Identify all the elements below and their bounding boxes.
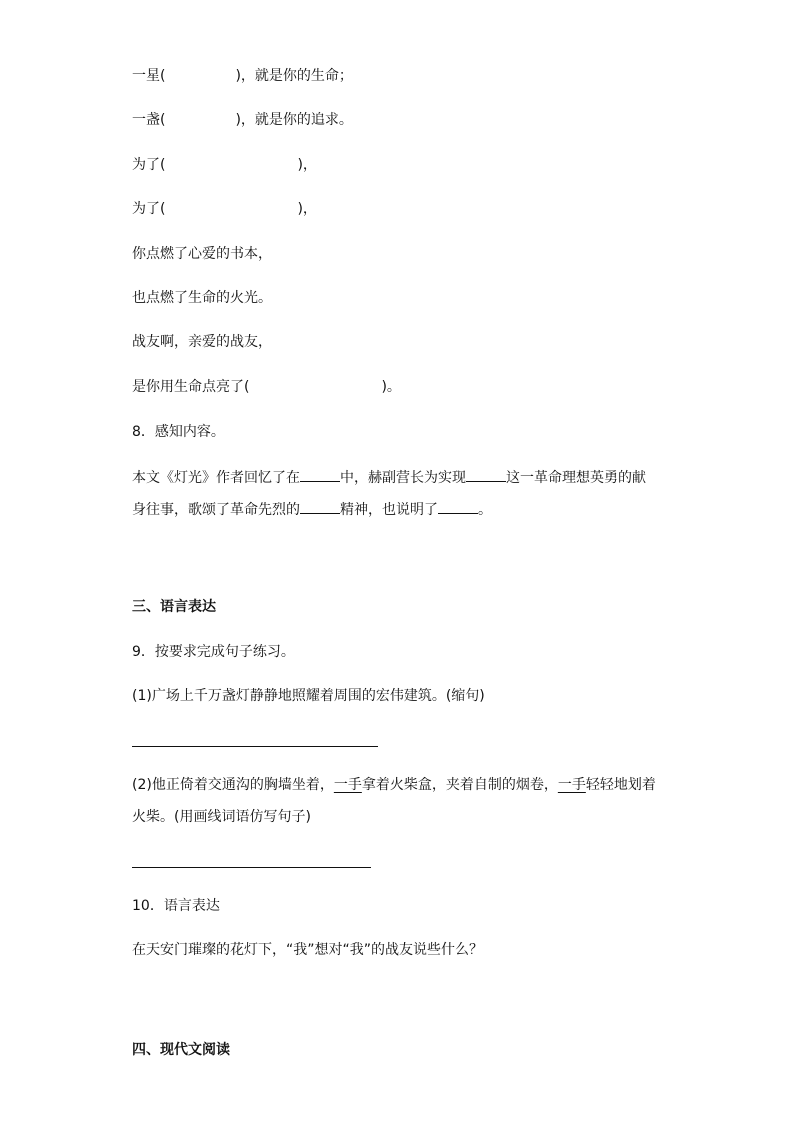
poem-line-1-end: )，就是你的生命；: [235, 68, 353, 84]
underlined-word: 一手: [557, 777, 586, 793]
poem-line-2: [132, 110, 353, 130]
poem-line-8-start: 是你用生命点亮了(: [132, 379, 250, 395]
question-10-prompt: 在天安门璀璨的花灯下，“我”想对“我”的战友说些什么？: [132, 942, 484, 958]
poem-line-3-end: )，: [297, 157, 317, 173]
poem-line-8: [132, 377, 401, 397]
poem-line-2-start: 一盏(: [132, 112, 166, 128]
question-9-title: 9．按要求完成句子练习。: [132, 644, 295, 660]
answer-line-1[interactable]: [132, 746, 378, 747]
poem-line-6: 也点燃了生命的火光。: [132, 290, 272, 306]
poem-line-4-end: )，: [297, 201, 317, 217]
q8-text: 这一革命理想英勇的献: [506, 470, 646, 486]
q8-text: 本文《灯光》作者回忆了在: [132, 470, 300, 486]
q8-text: 精神，也说明了: [340, 502, 438, 518]
question-8-title: 8．感知内容。: [132, 424, 225, 440]
q8-text: 。: [478, 502, 492, 518]
fill-blank[interactable]: [466, 466, 506, 482]
section-3-heading: 三、语言表达: [132, 599, 216, 615]
answer-line-2[interactable]: [132, 867, 371, 868]
poem-line-4-start: 为了(: [132, 201, 166, 217]
question-10-title: 10．语言表达: [132, 898, 220, 914]
question-9-sentence-2: [132, 775, 656, 795]
question-8-paragraph-2: [132, 498, 492, 520]
poem-line-8-end: )。: [381, 379, 401, 395]
question-9-sentence-1: (1)广场上千万盏灯静静地照耀着周围的宏伟建筑。(缩句): [132, 688, 485, 704]
poem-line-1-start: 一星(: [132, 68, 166, 84]
q8-text: 中，赫副营长为实现: [340, 470, 466, 486]
poem-line-3: [132, 155, 317, 175]
question-8-paragraph-1: [132, 466, 646, 488]
underlined-word: 一手: [333, 777, 362, 793]
q9-s2-text: 轻轻地划着: [585, 777, 656, 793]
fill-blank[interactable]: [300, 498, 340, 514]
question-9-sentence-2-cont: 火柴。(用画线词语仿写句子): [132, 809, 311, 825]
section-4-heading: 四、现代文阅读: [132, 1042, 230, 1058]
poem-line-3-start: 为了(: [132, 157, 166, 173]
q9-s2-text: (2)他正倚着交通沟的胸墙坐着，: [132, 777, 334, 793]
poem-line-1: [132, 66, 353, 86]
poem-line-4: [132, 199, 317, 219]
fill-blank[interactable]: [300, 466, 340, 482]
poem-line-2-end: )，就是你的追求。: [235, 112, 353, 128]
fill-blank[interactable]: [438, 498, 478, 514]
q9-s2-text: 拿着火柴盒，夹着自制的烟卷，: [361, 777, 558, 793]
q8-text: 身往事，歌颂了革命先烈的: [132, 502, 300, 518]
poem-line-5: 你点燃了心爱的书本，: [132, 246, 272, 262]
poem-line-7: 战友啊，亲爱的战友，: [132, 334, 272, 350]
